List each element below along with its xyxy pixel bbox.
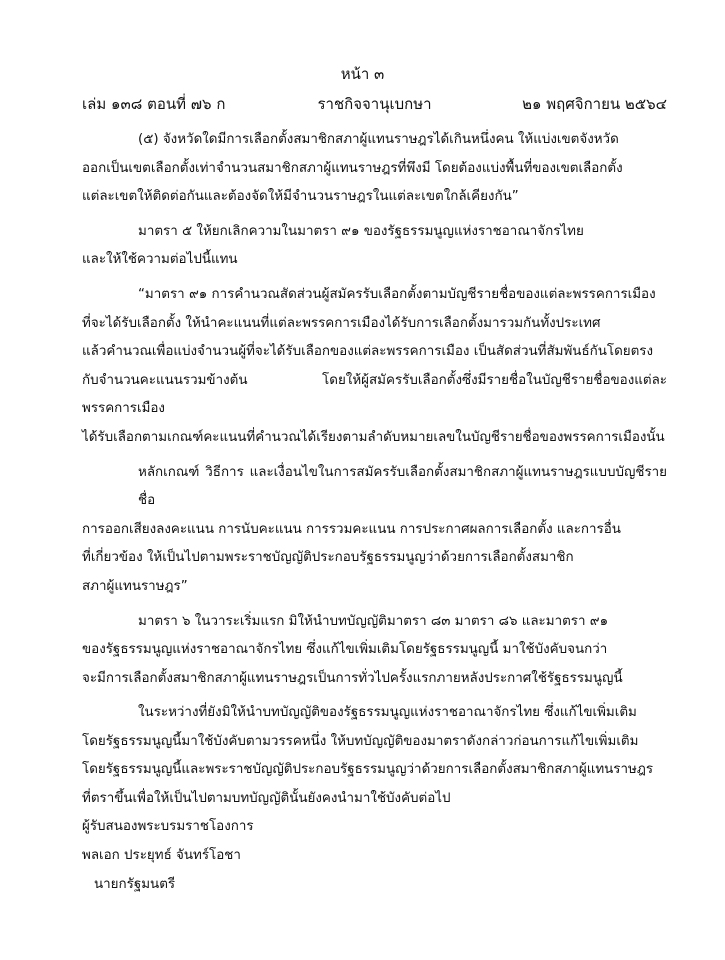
text-line: “มาตรา ๙๑ การคำนวณสัดส่วนผู้สมัครรับเลือกตั้งตามบัญชีรายชื่อของแต่ละพรรคการเมือง: [138, 286, 656, 302]
countersign-label: ผู้รับสนองพระบรมราชโองการ: [82, 819, 254, 834]
paragraph-section-5: [82, 218, 667, 275]
text-line: ได้รับเลือกตามเกณฑ์คะแนนที่คำนวณได้เรียงตามลำดับหมายเลขในบัญชีรายชื่อของพรรคการเมืองนั้น: [82, 429, 665, 445]
text-line: การออกเสียงลงคะแนน การนับคะแนน การรวมคะแนน การประกาศผลการเลือกตั้ง และการอื่น: [82, 521, 621, 537]
text-line: หลักเกณฑ์ วิธีการ และเงื่อนไขในการสมัครรับเลือกตั้งสมาชิกสภาผู้แทนราษฎรแบบบัญชีรายชื่อ: [138, 464, 667, 509]
text-line: จะมีการเลือกตั้งสมาชิกสภาผู้แทนราษฎรเป็นการทั่วไปครั้งแรกภายหลังประกาศใช้รัฐธรรมนูญนี้: [82, 670, 623, 686]
signature-block: [82, 812, 482, 899]
page-number: หน้า ๓: [340, 65, 385, 83]
text-line: กับจำนวนคะแนนรวมข้างต้น โดยให้ผู้สมัครรับเลือกตั้งซึ่งมีรายชื่อในบัญชีรายชื่อของแต่ละพรรคการเมือง: [82, 372, 667, 417]
text-line: และให้ใช้ความต่อไปนี้แทน: [82, 252, 238, 268]
text-line: (๕) จังหวัดใดมีการเลือกตั้งสมาชิกสภาผู้แทนราษฎรได้เกินหนึ่งคน ให้แบ่งเขตจังหวัด: [138, 132, 619, 147]
gazette-header: [82, 92, 667, 114]
text-line: แล้วคำนวณเพื่อแบ่งจำนวนผู้ที่จะได้รับเลือกของแต่ละพรรคการเมือง เป็นสัดส่วนที่สัมพันธ์กันโดยตรง: [82, 344, 654, 360]
paragraph-clause-5: [82, 126, 667, 212]
volume-issue: เล่ม ๑๓๘ ตอนที่ ๗๖ ก: [82, 95, 226, 113]
paragraph-section-6: [82, 608, 667, 694]
text-line: สภาผู้แทนราษฎร”: [82, 578, 188, 594]
gazette-name: ราชกิจจานุเบกษา: [317, 95, 432, 113]
paragraph-criteria: [82, 459, 667, 602]
text-line: ที่เกี่ยวข้อง ให้เป็นไปตามพระราชบัญญัติประกอบรัฐธรรมนูญว่าด้วยการเลือกตั้งสมาชิก: [82, 550, 574, 566]
text-line: ของรัฐธรรมนูญแห่งราชอาณาจักรไทย ซึ่งแก้ไขเพิ่มเติมโดยรัฐธรรมนูญนี้ มาใช้บังคับจนกว่า: [82, 642, 608, 658]
text-line: ที่ตราขึ้นเพื่อให้เป็นไปตามบทบัญญัตินั้นยังคงนำมาใช้บังคับต่อไป: [82, 791, 451, 807]
text-line: แต่ละเขตให้ติดต่อกันและต้องจัดให้มีจำนวนราษฎรในแต่ละเขตใกล้เคียงกัน”: [82, 189, 519, 205]
text-line: โดยรัฐธรรมนูญนี้มาใช้บังคับตามวรรคหนึ่ง ให้บทบัญญัติของมาตราดังกล่าวก่อนการแก้ไขเพิ่มเติม: [82, 733, 639, 749]
text-line: มาตรา ๖ ในวาระเริ่มแรก มิให้นำบทบัญญัติมาตรา ๘๓ มาตรา ๘๖ และมาตรา ๙๑: [138, 613, 609, 629]
publish-date: ๒๑ พฤศจิกายน ๒๕๖๔: [522, 95, 667, 113]
paragraph-section-91: [82, 281, 667, 453]
signatory-name: พลเอก ประยุทธ์ จันทร์โอชา: [82, 848, 241, 863]
text-line: โดยรัฐธรรมนูญนี้และพระราชบัญญัติประกอบรัฐธรรมนูญว่าด้วยการเลือกตั้งสมาชิกสภาผู้แทนราษฎร: [82, 762, 654, 778]
text-line: ออกเป็นเขตเลือกตั้งเท่าจำนวนสมาชิกสภาผู้แทนราษฎรที่พึงมี โดยต้องแบ่งพื้นที่ของเขตเลือกตั้ง: [82, 160, 623, 176]
document-body: [82, 126, 667, 814]
signatory-title: นายกรัฐมนตรี: [94, 877, 176, 892]
text-line: ในระหว่างที่ยังมิให้นำบทบัญญัติของรัฐธรรมนูญแห่งราชอาณาจักรไทย ซึ่งแก้ไขเพิ่มเติม: [138, 705, 637, 721]
text-line: ที่จะได้รับเลือกตั้ง ให้นำคะแนนที่แต่ละพรรคการเมืองได้รับการเลือกตั้งมารวมกันทั้งประเทศ: [82, 315, 601, 331]
text-line: มาตรา ๕ ให้ยกเลิกความในมาตรา ๙๑ ของรัฐธรรมนูญแห่งราชอาณาจักรไทย: [138, 223, 584, 239]
paragraph-transitional: [82, 699, 667, 813]
